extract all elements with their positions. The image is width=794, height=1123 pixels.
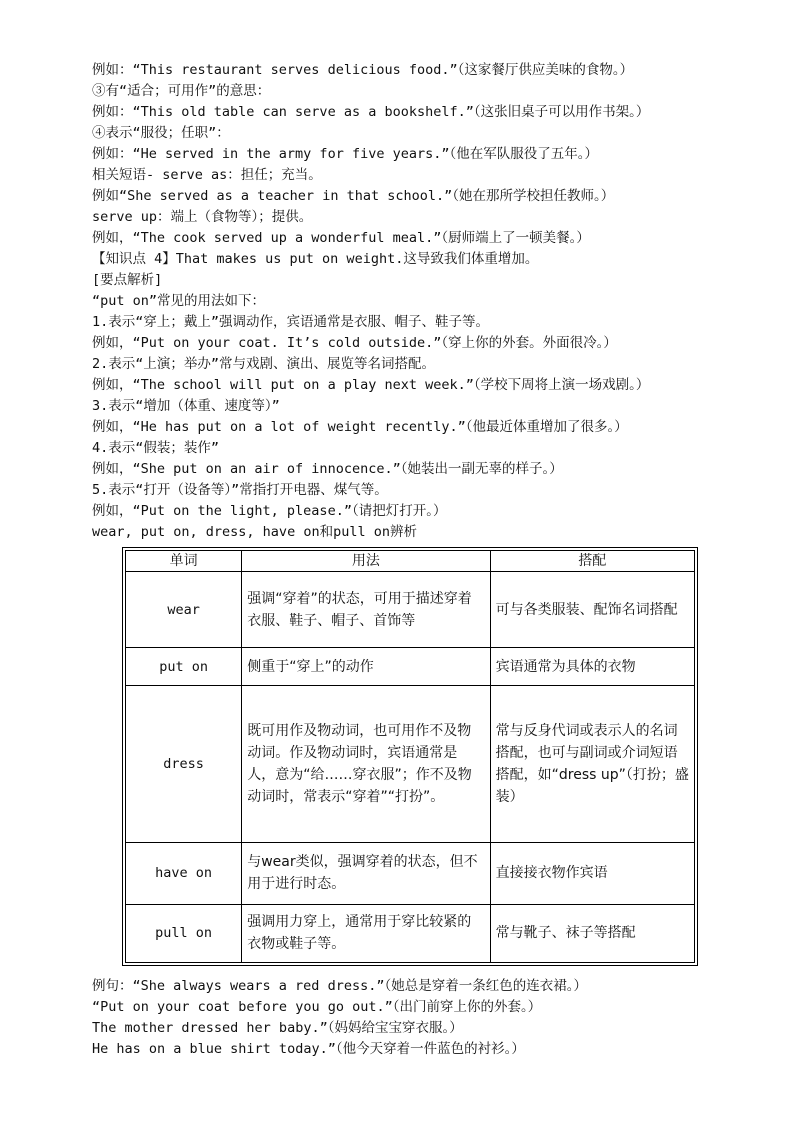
cell-collocation: 常与靴子、袜子等搭配 <box>490 904 694 962</box>
table-row <box>126 686 695 842</box>
text-line: ③有“适合；可用作”的意思： <box>92 83 271 99</box>
cell-usage: 侧重于“穿上”的动作 <box>242 648 490 686</box>
cell-collocation: 宾语通常为具体的衣物 <box>490 648 694 686</box>
text-line: 例如“She served as a teacher in that school.”（她在那所学校担任教师。） <box>92 188 615 204</box>
cell-word: put on <box>126 648 242 686</box>
text-line: 1.表示“穿上；戴上”强调动作，宾语通常是衣服、帽子、鞋子等。 <box>92 314 490 330</box>
cell-word: pull on <box>126 904 242 962</box>
table-header-row <box>126 551 695 572</box>
header-collocation: 搭配 <box>490 551 694 572</box>
text-line: 例如：“This old table can serve as a bookshelf.”（这张旧桌子可以用作书架。） <box>92 104 650 120</box>
text-line: The mother dressed her baby.”（妈妈给宝宝穿衣服。） <box>92 1020 463 1036</box>
cell-collocation: 可与各类服装、配饰名词搭配 <box>490 572 694 648</box>
text-line: 例如：“He served in the army for five years.”（他在军队服役了五年。） <box>92 146 598 162</box>
text-line: 例如，“Put on your coat. It’s cold outside.”（穿上你的外套。外面很冷。） <box>92 335 617 351</box>
text-line: 例如：“This restaurant serves delicious food.”（这家餐厅供应美味的食物。） <box>92 62 634 78</box>
text-line: 例如，“The cook served up a wonderful meal.”（厨师端上了一顿美餐。） <box>92 230 590 246</box>
table-row <box>126 572 695 648</box>
table-row <box>126 648 695 686</box>
text-line: He has on a blue shirt today.”（他今天穿着一件蓝色的衬衫。） <box>92 1041 525 1057</box>
text-line: 2.表示“上演；举办”常与戏剧、演出、展览等名词搭配。 <box>92 356 436 372</box>
text-line: 相关短语- serve as：担任；充当。 <box>92 167 322 183</box>
bottom-text-block <box>92 976 772 1060</box>
text-line: wear, put on, dress, have on和pull on辨析 <box>92 524 417 540</box>
header-word: 单词 <box>126 551 242 572</box>
cell-usage: 强调用力穿上，通常用于穿比较紧的衣物或鞋子等。 <box>242 904 490 962</box>
text-line: serve up：端上（食物等）；提供。 <box>92 209 313 225</box>
text-line: 5.表示“打开（设备等）”常指打开电器、煤气等。 <box>92 482 388 498</box>
text-line: 4.表示“假装；装作” <box>92 440 220 456</box>
text-line: 例句：“She always wears a red dress.”（她总是穿着一条红色的连衣裙。） <box>92 978 587 994</box>
comparison-table-frame <box>122 547 698 966</box>
cell-usage: 与wear类似，强调穿着的状态，但不用于进行时态。 <box>242 842 490 904</box>
text-line: “Put on your coat before you go out.”（出门前穿上你的外套。） <box>92 999 542 1015</box>
cell-collocation: 直接接衣物作宾语 <box>490 842 694 904</box>
top-text-block <box>92 60 772 543</box>
section-heading: 【知识点 4】That makes us put on weight.这导致我们体重增加。 <box>92 251 539 267</box>
cell-collocation: 常与反身代词或表示人的名词搭配，也可与副词或介词短语搭配，如“dress up”（打扮；盛装） <box>490 686 694 842</box>
comparison-table <box>125 550 695 963</box>
cell-word: have on <box>126 842 242 904</box>
text-line: 例如，“The school will put on a play next week.”（学校下周将上演一场戏剧。） <box>92 377 650 393</box>
table-row <box>126 842 695 904</box>
cell-usage: 既可用作及物动词，也可用作不及物动词。作及物动词时，宾语通常是人，意为“给……穿衣服”；作不及物动词时，常表示“穿着”“打扮”。 <box>242 686 490 842</box>
cell-usage: 强调“穿着”的状态，可用于描述穿着衣服、鞋子、帽子、首饰等 <box>242 572 490 648</box>
cell-word: wear <box>126 572 242 648</box>
text-line: [要点解析] <box>92 272 163 288</box>
text-line: ④表示“服役；任职”： <box>92 125 230 141</box>
text-line: “put on”常见的用法如下： <box>92 293 266 309</box>
text-line: 例如，“She put on an air of innocence.”（她装出一副无辜的样子。） <box>92 461 563 477</box>
text-line: 例如，“He has put on a lot of weight recently.”（他最近体重增加了很多。） <box>92 419 628 435</box>
text-line: 3.表示“增加（体重、速度等）” <box>92 398 280 414</box>
header-usage: 用法 <box>242 551 490 572</box>
table-row <box>126 904 695 962</box>
text-line: 例如，“Put on the light, please.”（请把灯打开。） <box>92 503 447 519</box>
cell-word: dress <box>126 686 242 842</box>
